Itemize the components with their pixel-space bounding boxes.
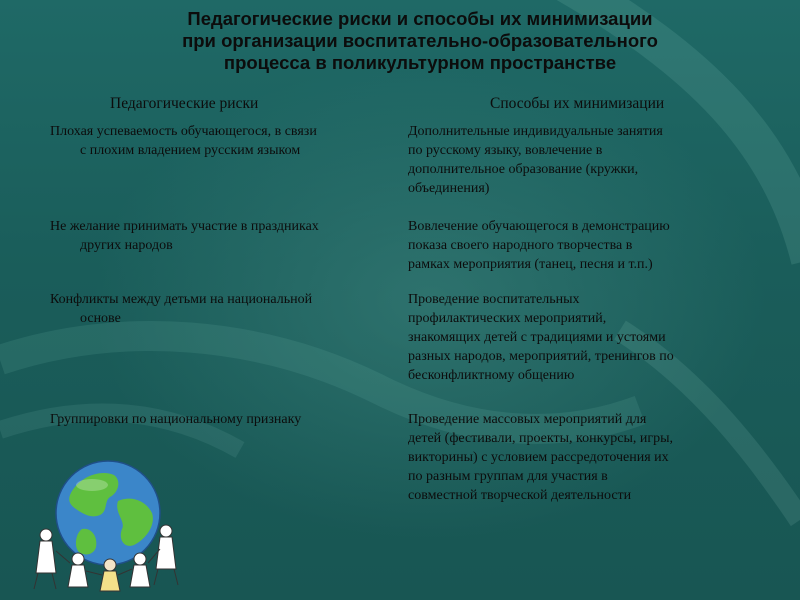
way-cell-4: [408, 410, 753, 505]
risk-cell-2: [50, 217, 395, 255]
title-line-1: Педагогические риски и способы их минимизации: [187, 8, 653, 29]
way-4-line-2: детей (фестивали, проекты, конкурсы, игры,: [408, 431, 673, 446]
way-1-line-2: по русскому языку, вовлечение в: [408, 143, 603, 158]
risk-1-line-2: с плохим владением русским языком: [80, 143, 301, 158]
risk-2-line-1: Не желание принимать участие в праздниках: [50, 219, 319, 234]
risk-cell-1: [50, 122, 395, 160]
way-3-line-3: знакомящих детей с традициями и устоями: [408, 330, 666, 345]
risk-3-line-2: основе: [80, 311, 121, 326]
way-3-line-5: бесконфликтному общению: [408, 368, 575, 383]
way-1-line-1: Дополнительные индивидуальные занятия: [408, 124, 663, 139]
risk-4-line-1: Группировки по национальному признаку: [50, 412, 302, 427]
way-3-line-2: профилактических мероприятий,: [408, 311, 607, 326]
way-3-line-1: Проведение воспитательных: [408, 292, 580, 307]
column-header-risks: Педагогические риски: [110, 95, 259, 112]
way-2-line-2: показа своего народного творчества в: [408, 238, 633, 253]
slide-title: [95, 8, 745, 74]
way-1-line-3: дополнительное образование (кружки,: [408, 162, 639, 177]
risk-cell-4: [50, 410, 395, 429]
way-2-line-3: рамках мероприятия (танец, песня и т.п.): [408, 257, 653, 272]
way-1-line-4: объединения): [408, 181, 490, 196]
title-line-2: при организации воспитательно-образовательного: [182, 30, 658, 51]
risk-2-line-2: других народов: [80, 238, 173, 253]
risk-cell-3: [50, 290, 395, 328]
column-header-ways: Способы их минимизации: [490, 95, 665, 112]
way-4-line-1: Проведение массовых мероприятий для: [408, 412, 647, 427]
risk-3-line-1: Конфликты между детьми на национальной: [50, 292, 313, 307]
way-2-line-1: Вовлечение обучающегося в демонстрацию: [408, 219, 670, 234]
way-4-line-3: викторины) с условием рассредоточения их: [408, 450, 669, 465]
way-4-line-5: совместной творческой деятельности: [408, 488, 632, 503]
way-4-line-4: по разным группам для участия в: [408, 469, 608, 484]
way-cell-3: [408, 290, 753, 385]
way-3-line-4: разных народов, мероприятий, тренингов по: [408, 349, 674, 364]
globe-with-children-icon: [18, 455, 183, 595]
way-cell-2: [408, 217, 753, 274]
risk-1-line-1: Плохая успеваемость обучающегося, в связи: [50, 124, 317, 139]
way-cell-1: [408, 122, 753, 198]
title-line-3: процесса в поликультурном пространстве: [223, 52, 617, 73]
